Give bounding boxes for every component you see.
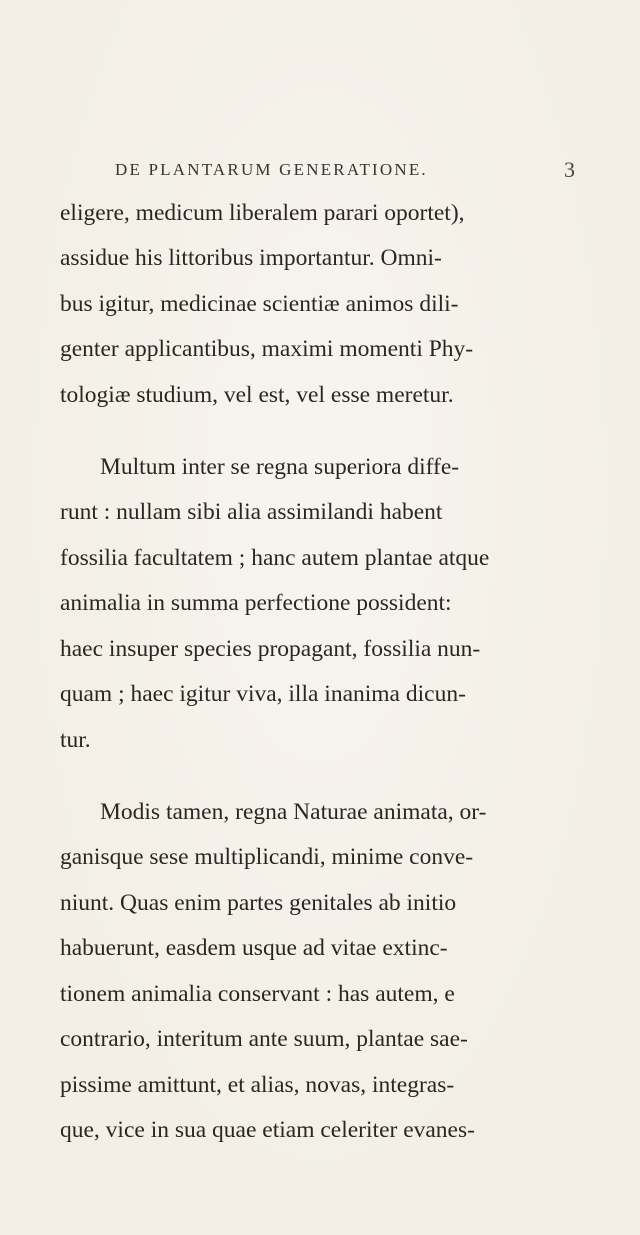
running-title: DE PLANTARUM GENERATIONE.: [115, 160, 428, 179]
text-line: tologiæ studium, vel est, vel esse meretur.: [60, 382, 454, 408]
text-line: eligere, medicum liberalem parari oportet),: [60, 200, 465, 226]
text-line: genter applicantibus, maximi momenti Phy-: [60, 336, 474, 362]
text-line: runt : nullam sibi alia assimilandi habent: [60, 499, 443, 525]
text-line: Modis tamen, regna Naturae animata, or-: [100, 799, 487, 825]
text-line: habuerunt, easdem usque ad vitae extinc-: [60, 935, 448, 961]
text-line: contrario, interitum ante suum, plantae sae-: [60, 1026, 468, 1052]
text-line: haec insuper species propagant, fossilia nun-: [60, 636, 481, 662]
text-line: que, vice in sua quae etiam celeriter evanes-: [60, 1117, 475, 1143]
text-line: tur.: [60, 727, 91, 753]
text-line: assidue his littoribus importantur. Omni-: [60, 245, 442, 271]
running-head: [115, 157, 575, 190]
page-number: 3: [564, 157, 575, 182]
text-line: tionem animalia conservant : has autem, e: [60, 981, 455, 1007]
text-line: ganisque sese multiplicandi, minime conve-: [60, 844, 474, 870]
text-line: animalia in summa perfectione possident:: [60, 590, 452, 616]
text-line: Multum inter se regna superiora diffe-: [100, 454, 460, 480]
text-line: quam ; haec igitur viva, illa inanima dicun-: [60, 681, 466, 707]
text-line: fossilia facultatem ; hanc autem plantae atque: [60, 545, 490, 571]
text-line: bus igitur, medicinae scientiæ animos dili-: [60, 291, 459, 317]
text-line: pissime amittunt, et alias, novas, integras-: [60, 1072, 455, 1098]
text-line: niunt. Quas enim partes genitales ab initio: [60, 890, 457, 916]
